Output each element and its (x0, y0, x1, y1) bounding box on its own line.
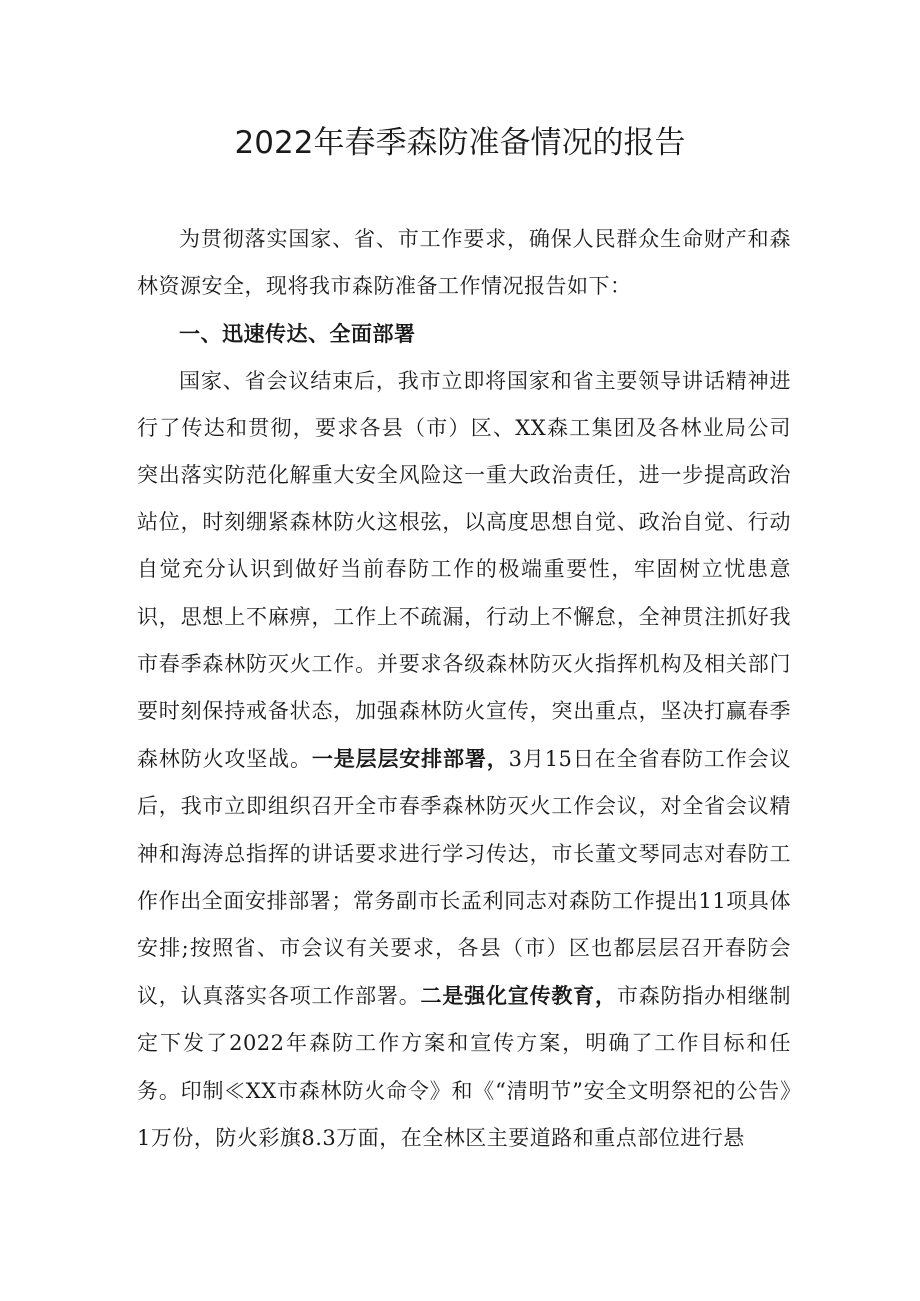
page-title: 2022年春季森防准备情况的报告 (234, 125, 686, 161)
point-two-label: 二是强化宣传教育， (420, 983, 617, 1009)
point-two-text: 市森防指办相继制定下发了2022年森防工作方案和宣传方案，明确了工作目标和任务。印制≪XX市森林防火命令》和《“清明节”安全文明祭祀的公告》1万份，防火彩旗8.3万面，在全林区主要道路和重点部位进行悬 (137, 984, 792, 1150)
section-heading: 一、迅速传达、全面部署 (179, 321, 416, 347)
section-paragraph (137, 358, 791, 1162)
section-main-text: 国家、省会议结束后，我市立即将国家和省主要领导讲话精神进行了传达和贯彻，要求各县（市）区、XX森工集团及各林业局公司突出落实防范化解重大安全风险这一重大政治责任，进一步提高政治站位，时刻绷紧森林防火这根弦，以高度思想自觉、政治自觉、行动自觉充分认识到做好当前春防工作的极端重要性，牢固树立忧患意识，思想上不麻痹，工作上不疏漏，行动上不懈怠，全神贯注抓好我市春季森林防灭火工作。并要求各级森林防灭火指挥机构及相关部门要时刻保持戒备状态，加强森林防火宣传，突出重点，坚决打赢春季森林防火攻坚战。 (137, 368, 791, 772)
intro-paragraph: 为贯彻落实国家、省、市工作要求，确保人民群众生命财产和森林资源安全，现将我市森防准备工作情况报告如下： (137, 227, 791, 299)
point-one-text: 3月15日在全省春防工作会议后，我市立即组织召开全市春季森林防灭火工作会议，对全省会议精神和海涛总指挥的讲话要求进行学习传达，市长董文琴同志对春防工作作出全面安排部署；常务副市长孟利同志对森防工作提出11项具体安排;按照省、市会议有关要求，各县（市）区也都层层召开春防会议，认真落实各项工作部署。 (137, 747, 791, 1009)
document-body (137, 216, 791, 1162)
point-one-label: 一是层层安排部署， (311, 746, 509, 772)
